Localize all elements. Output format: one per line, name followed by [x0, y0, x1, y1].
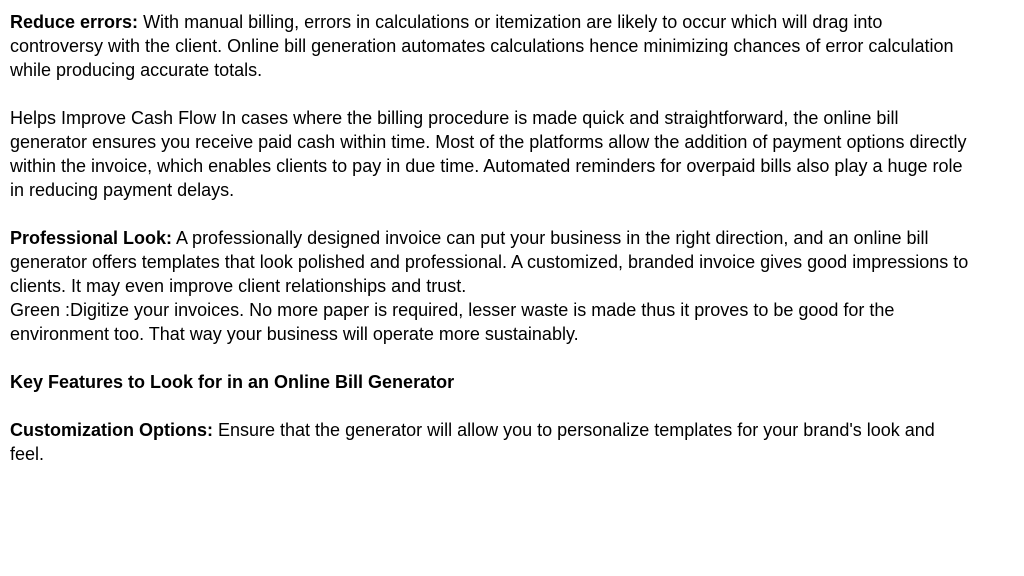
paragraph-spacer	[10, 394, 1014, 418]
key-features-heading-text: Key Features to Look for in an Online Bill Generator	[10, 372, 455, 392]
paragraph-spacer	[10, 202, 1014, 226]
paragraph-spacer	[10, 346, 1014, 370]
professional-look-text: A professionally designed invoice can put your business in the right direction, and an online bill generator offers templates that look polished and professional. A customized, branded invoice gives good impressions to clients. It may even improve client relationships and trust.	[10, 228, 969, 296]
cash-flow-paragraph	[10, 106, 970, 202]
customization-label: Customization Options:	[10, 420, 213, 440]
reduce-errors-text: With manual billing, errors in calculations or itemization are likely to occur which will drag into controversy with the client. Online bill generation automates calculations hence minimizing chances of error calculation while producing accurate totals.	[10, 12, 954, 80]
reduce-errors-label: Reduce errors:	[10, 12, 139, 32]
green-paragraph	[10, 298, 970, 346]
professional-look-label: Professional Look:	[10, 228, 173, 248]
customization-paragraph	[10, 418, 970, 466]
green-text: Green :Digitize your invoices. No more paper is required, lesser waste is made thus it proves to be good for the environment too. That way your business will operate more sustainably.	[10, 300, 895, 344]
reduce-errors-paragraph	[10, 10, 970, 82]
professional-look-paragraph	[10, 226, 970, 298]
cash-flow-text: Helps Improve Cash Flow In cases where the billing procedure is made quick and straightforward, the online bill generator ensures you receive paid cash within time. Most of the platforms allow the addition of payment options directly within the invoice, which enables clients to pay in due time. Automated reminders for overpaid bills also play a huge role in reducing payment delays.	[10, 108, 967, 200]
paragraph-spacer	[10, 82, 1014, 106]
key-features-heading	[10, 370, 970, 394]
customization-text: Ensure that the generator will allow you to personalize templates for your brand's look and feel.	[10, 420, 935, 464]
